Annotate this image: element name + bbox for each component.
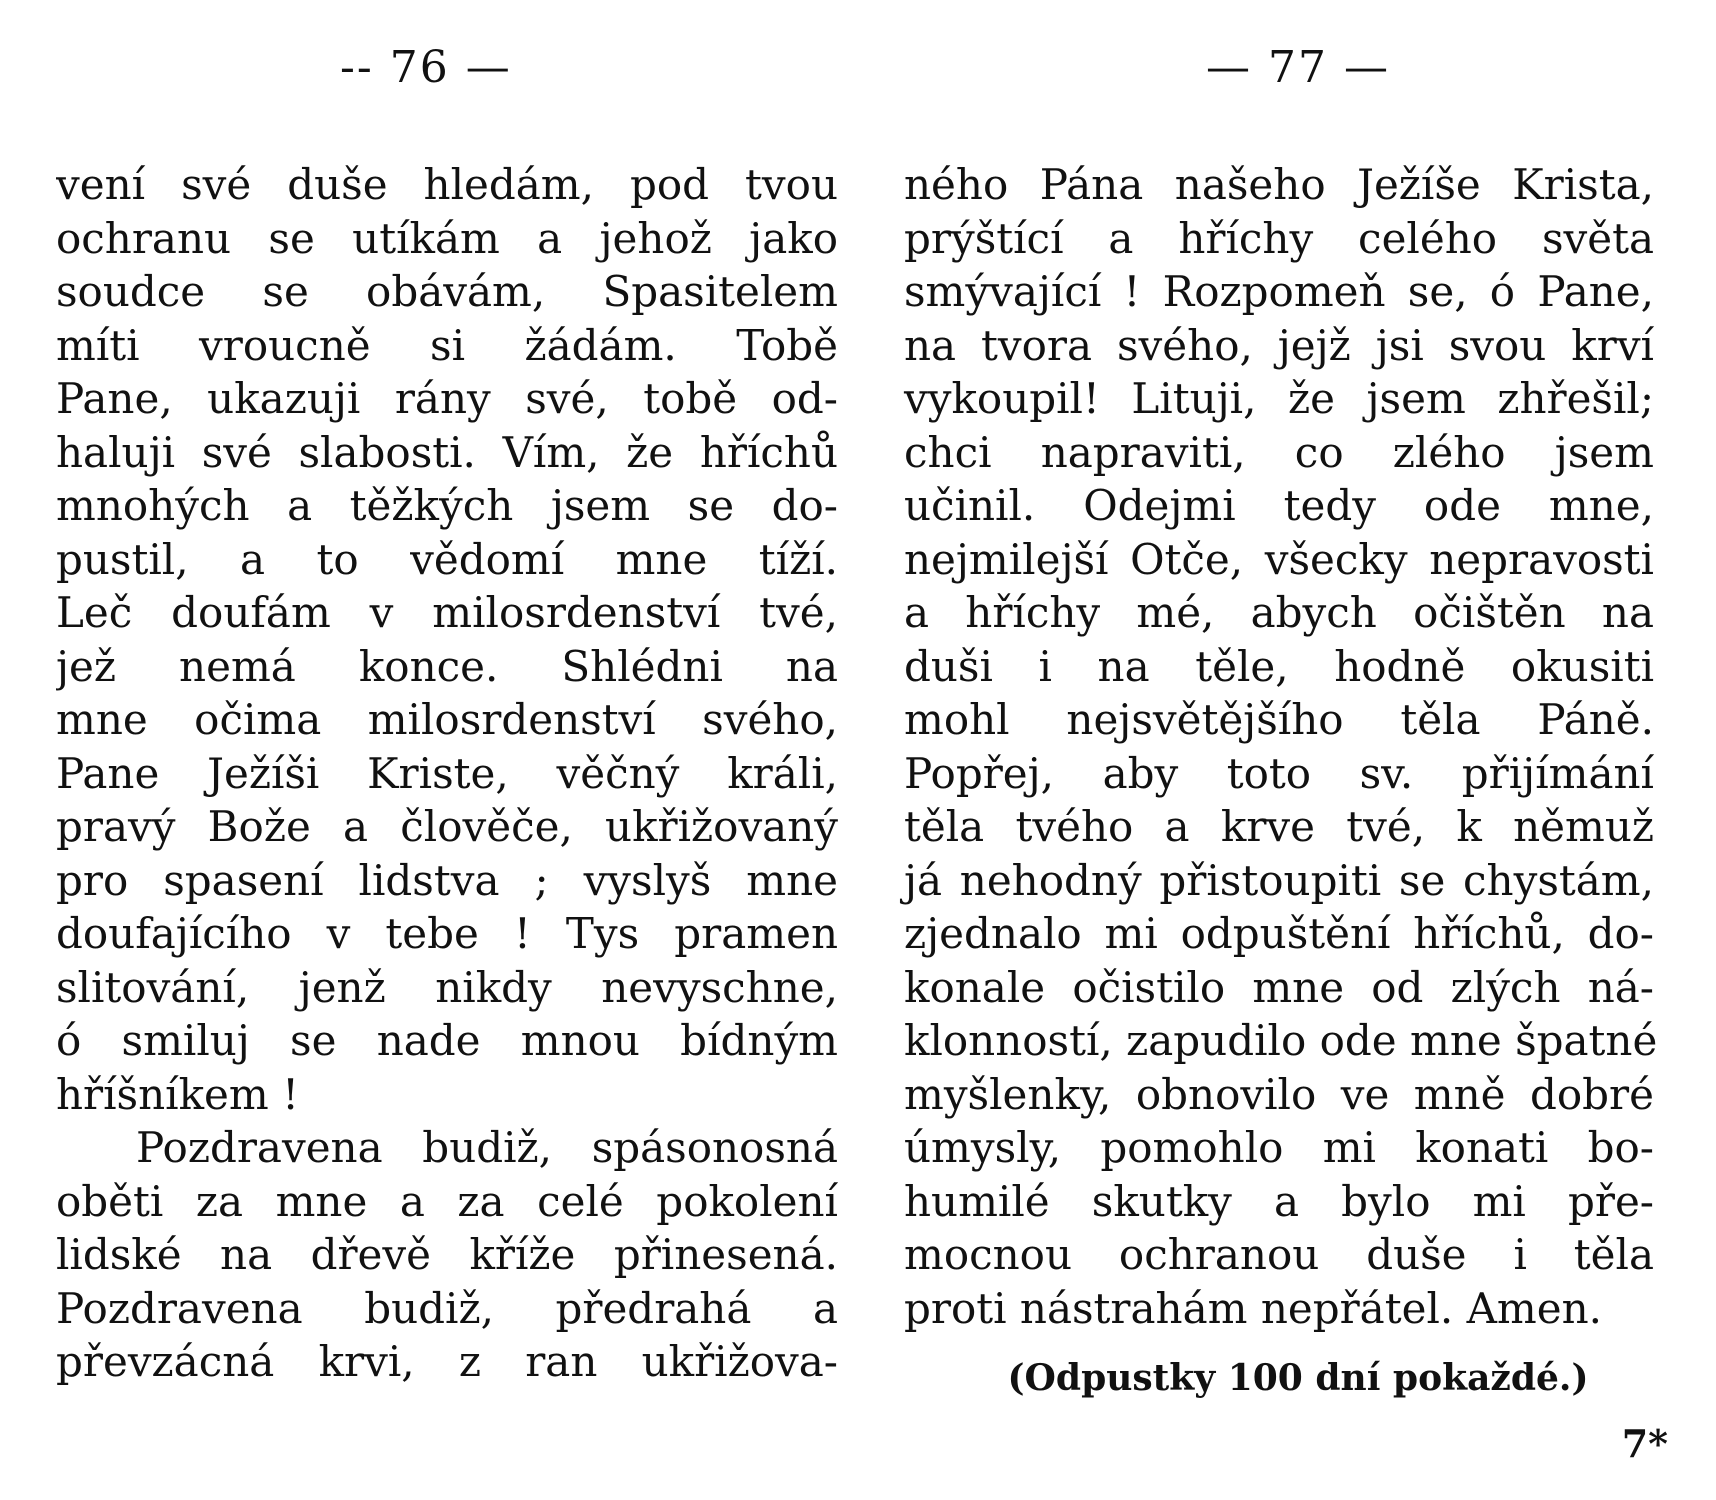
text-line: mohl nejsvětějšího těla Páně.: [904, 695, 1654, 744]
text-line: jež nemá konce. Shlédni na: [56, 641, 838, 691]
text-line: Popřej, aby toto sv. přijímání: [904, 748, 1654, 798]
text-line: soudce se obávám, Spasitelem: [56, 267, 838, 316]
text-line: nejmilejší Otče, všecky nepravosti: [904, 534, 1654, 584]
text-line: duši i na těle, hodně okusiti: [904, 641, 1654, 691]
right-page-number: — 77 —: [1206, 42, 1390, 93]
text-line: Pane, ukazuji rány své, tobě od-: [56, 374, 838, 423]
text-line: těla tvého a krve tvé, k němuž: [904, 802, 1654, 851]
text-line: Leč doufám v milosrdenství tvé,: [56, 588, 838, 637]
text-line: pustil, a to vědomí mne tíží.: [56, 534, 838, 584]
text-line: ochranu se utíkám a jehož jako: [56, 213, 838, 263]
text-line: úmysly, pomohlo mi konati bo-: [904, 1123, 1654, 1172]
text-line: mocnou ochranou duše i těla: [904, 1230, 1654, 1279]
text-line: chci napraviti, co zlého jsem: [904, 427, 1654, 477]
text-line: hříšníkem !: [56, 1069, 299, 1119]
text-line: mnohých a těžkých jsem se do-: [56, 481, 838, 530]
right-page-text: [904, 158, 1658, 1335]
text-line: mne očima milosrdenství svého,: [56, 695, 838, 744]
text-line: ného Pána našeho Ježíše Krista,: [904, 160, 1654, 209]
left-page-text: [56, 158, 838, 1389]
text-line: pro spasení lidstva ; vyslyš mne: [56, 855, 838, 905]
text-line: učinil. Odejmi tedy ode mne,: [904, 481, 1654, 530]
left-page-number: -- 76 —: [340, 42, 512, 93]
text-line: myšlenky, obnovilo ve mně dobré: [904, 1069, 1654, 1119]
text-line: oběti za mne a za celé pokolení: [56, 1176, 838, 1226]
text-line: převzácná krvi, z ran ukřižova-: [56, 1337, 838, 1386]
text-line: konale očistilo mne od zlých ná-: [904, 962, 1654, 1012]
text-line: klonností, zapudilo ode mne špatné: [904, 1016, 1658, 1065]
text-line: a hříchy mé, abych očištěn na: [904, 588, 1654, 637]
indulgence-note: (Odpustky 100 dní pokaždé.): [1007, 1357, 1589, 1399]
text-line: lidské na dřevě kříže přinesená.: [56, 1230, 838, 1279]
text-line: na tvora svého, jejž jsi svou krví: [904, 320, 1654, 370]
text-line: ó smiluj se nade mnou bídným: [56, 1016, 838, 1065]
text-line: míti vroucně si žádám. Tobě: [56, 320, 838, 370]
text-line: pravý Bože a člověče, ukřižovaný: [56, 802, 838, 851]
text-line: smývající ! Rozpomeň se, ó Pane,: [904, 267, 1654, 316]
text-line: Pozdravena budiž, předrahá a: [56, 1283, 838, 1333]
text-line: Pozdravena budiž, spásonosná: [136, 1123, 838, 1172]
signature-mark: 7*: [1621, 1421, 1668, 1466]
text-line: slitování, jenž nikdy nevyschne,: [56, 962, 838, 1012]
text-line: Pane Ježíši Kriste, věčný králi,: [56, 748, 838, 798]
text-line: zjednalo mi odpuštění hříchů, do-: [904, 909, 1654, 958]
text-line: já nehodný přistoupiti se chystám,: [904, 855, 1654, 905]
text-line: humilé skutky a bylo mi pře-: [904, 1176, 1654, 1226]
text-line: proti nástrahám nepřátel. Amen.: [904, 1283, 1603, 1333]
text-line: vykoupil! Lituji, že jsem zhřešil;: [904, 374, 1654, 423]
text-line: doufajícího v tebe ! Tys pramen: [56, 909, 838, 958]
text-line: vení své duše hledám, pod tvou: [56, 160, 838, 209]
text-line: haluji své slabosti. Vím, že hříchů: [56, 427, 838, 477]
text-line: prýštící a hříchy celého světa: [904, 213, 1654, 263]
right-page: [858, 0, 1716, 1500]
